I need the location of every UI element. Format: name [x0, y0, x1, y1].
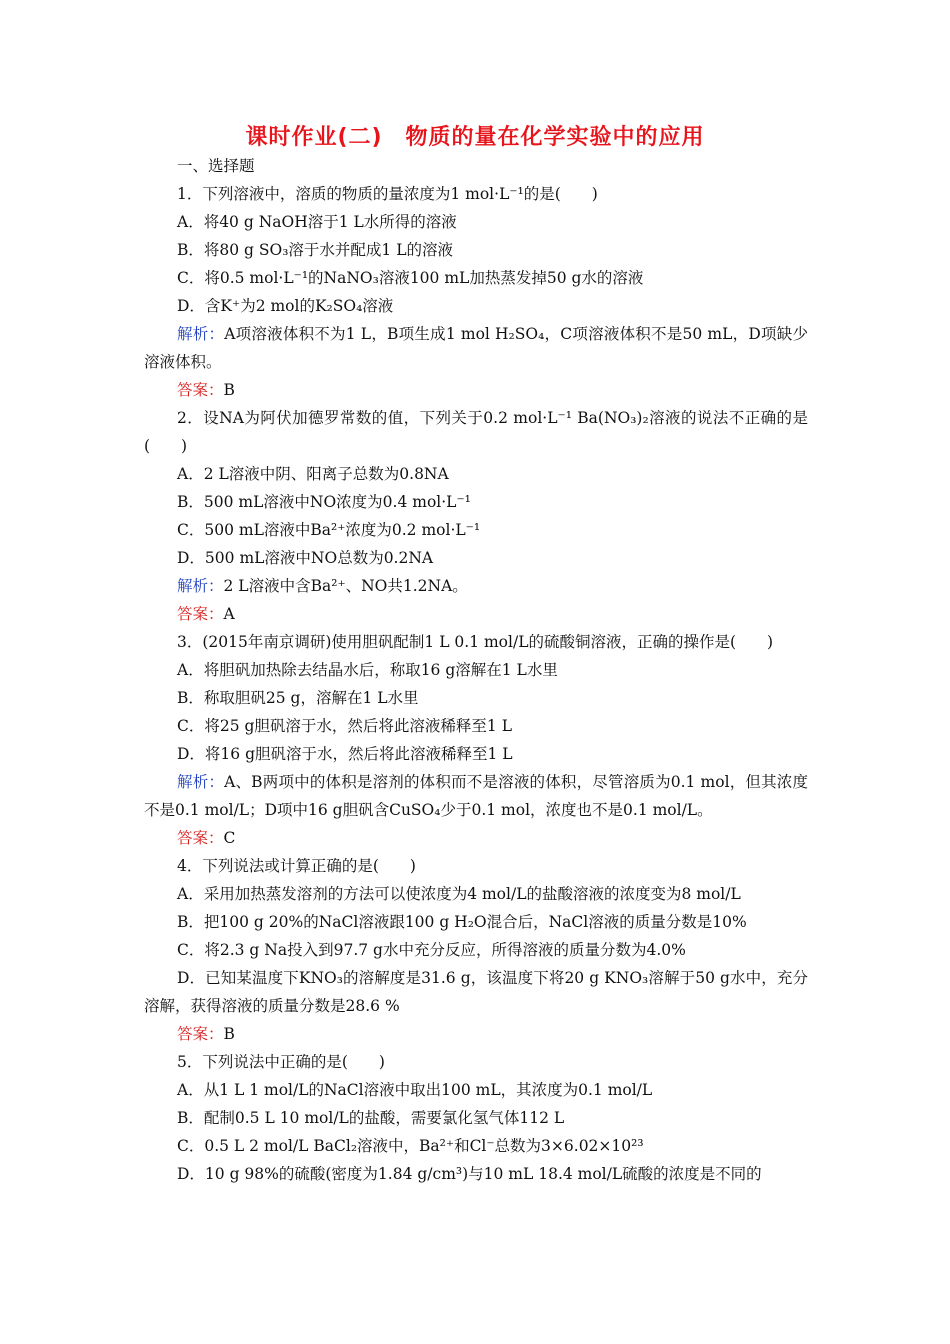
question-2-option-d: D．500 mL溶液中NO总数为0.2NA — [177, 549, 434, 567]
question-1-answer — [144, 376, 808, 404]
analysis-text: A、B两项中的体积是溶剂的体积而不是溶液的体积，尽管溶质为0.1 mol，但其浓度不是0.1 mol/L；D项中16 g胆矾含CuSO₄少于0.1 mol，浓度也不是0.1 mol/L。 — [144, 773, 808, 819]
question-1-option-b: B．将80 g SO₃溶于水并配成1 L的溶液 — [177, 241, 454, 259]
answer-value: A — [223, 605, 235, 623]
question-3-stem: 3．(2015年南京调研)使用胆矾配制1 L 0.1 mol/L的硫酸铜溶液，正确的操作是( ) — [177, 633, 774, 651]
question-4-option-b: B．把100 g 20%的NaCl溶液跟100 g H₂O混合后，NaCl溶液的质量分数是10% — [177, 913, 747, 931]
analysis-label: 解析： — [177, 773, 225, 791]
question-4-option-c: C．将2.3 g Na投入到97.7 g水中充分反应，所得溶液的质量分数为4.0% — [177, 941, 686, 959]
answer-label: 答案： — [177, 829, 224, 847]
question-3-option-b: B．称取胆矾25 g，溶解在1 L水里 — [177, 689, 419, 707]
question-4-stem: 4．下列说法或计算正确的是( ) — [177, 857, 416, 875]
answer-value: B — [223, 381, 235, 399]
question-3-option-a: A．将胆矾加热除去结晶水后，称取16 g溶解在1 L水里 — [177, 661, 558, 679]
question-4-option-d: D．已知某温度下KNO₃的溶解度是31.6 g，该温度下将20 g KNO₃溶解于50 g水中，充分溶解，获得溶液的质量分数是28.6 % — [144, 969, 808, 1015]
question-3-answer — [144, 824, 808, 852]
question-1-option-a: A．将40 g NaOH溶于1 L水所得的溶液 — [177, 213, 457, 231]
document-body — [144, 152, 808, 1188]
page-title: 课时作业(二) 物质的量在化学实验中的应用 — [245, 125, 705, 150]
question-2-option-a: A．2 L溶液中阴、阳离子总数为0.8NA — [177, 465, 449, 483]
analysis-text: 2 L溶液中含Ba²⁺、NO共1.2NA。 — [223, 577, 468, 595]
question-5-option-c: C．0.5 L 2 mol/L BaCl₂溶液中，Ba²⁺和Cl⁻总数为3×6.02×10²³ — [177, 1137, 644, 1155]
answer-label: 答案： — [177, 605, 224, 623]
question-5-option-d: D．10 g 98%的硫酸(密度为1.84 g/cm³)与10 mL 18.4 mol/L硫酸的浓度是不同的 — [177, 1165, 762, 1183]
question-3-option-c: C．将25 g胆矾溶于水，然后将此溶液稀释至1 L — [177, 717, 513, 735]
question-4-answer — [144, 1020, 808, 1048]
question-5-stem: 5．下列说法中正确的是( ) — [177, 1053, 385, 1071]
question-2-stem: 2．设NA为阿伏加德罗常数的值，下列关于0.2 mol·L⁻¹ Ba(NO₃)₂溶液的说法不正确的是( ) — [144, 409, 808, 455]
question-1-stem: 1．下列溶液中，溶质的物质的量浓度为1 mol·L⁻¹的是( ) — [177, 185, 598, 203]
question-2-answer — [144, 600, 808, 628]
question-2-option-c: C．500 mL溶液中Ba²⁺浓度为0.2 mol·L⁻¹ — [177, 521, 481, 539]
answer-label: 答案： — [177, 1025, 224, 1043]
question-2-option-b: B．500 mL溶液中NO浓度为0.4 mol·L⁻¹ — [177, 493, 471, 511]
analysis-label: 解析： — [177, 325, 225, 343]
answer-value: C — [223, 829, 236, 847]
answer-label: 答案： — [177, 381, 224, 399]
question-3-analysis — [144, 768, 808, 824]
question-5-option-a: A．从1 L 1 mol/L的NaCl溶液中取出100 mL，其浓度为0.1 mol/L — [177, 1081, 653, 1099]
analysis-text: A项溶液体积不为1 L，B项生成1 mol H₂SO₄，C项溶液体积不是50 mL，D项缺少溶液体积。 — [144, 325, 808, 371]
question-5-option-b: B．配制0.5 L 10 mol/L的盐酸，需要氯化氢气体112 L — [177, 1109, 565, 1127]
question-1-option-d: D．含K⁺为2 mol的K₂SO₄溶液 — [177, 297, 394, 315]
question-2-analysis — [144, 572, 808, 600]
analysis-label: 解析： — [177, 577, 224, 595]
question-4-option-a: A．采用加热蒸发溶剂的方法可以使浓度为4 mol/L的盐酸溶液的浓度变为8 mol/L — [177, 885, 741, 903]
question-1-analysis — [144, 320, 808, 376]
answer-value: B — [223, 1025, 235, 1043]
question-3-option-d: D．将16 g胆矾溶于水，然后将此溶液稀释至1 L — [177, 745, 513, 763]
section-heading: 一、选择题 — [177, 157, 255, 175]
question-1-option-c: C．将0.5 mol·L⁻¹的NaNO₃溶液100 mL加热蒸发掉50 g水的溶液 — [177, 269, 644, 287]
